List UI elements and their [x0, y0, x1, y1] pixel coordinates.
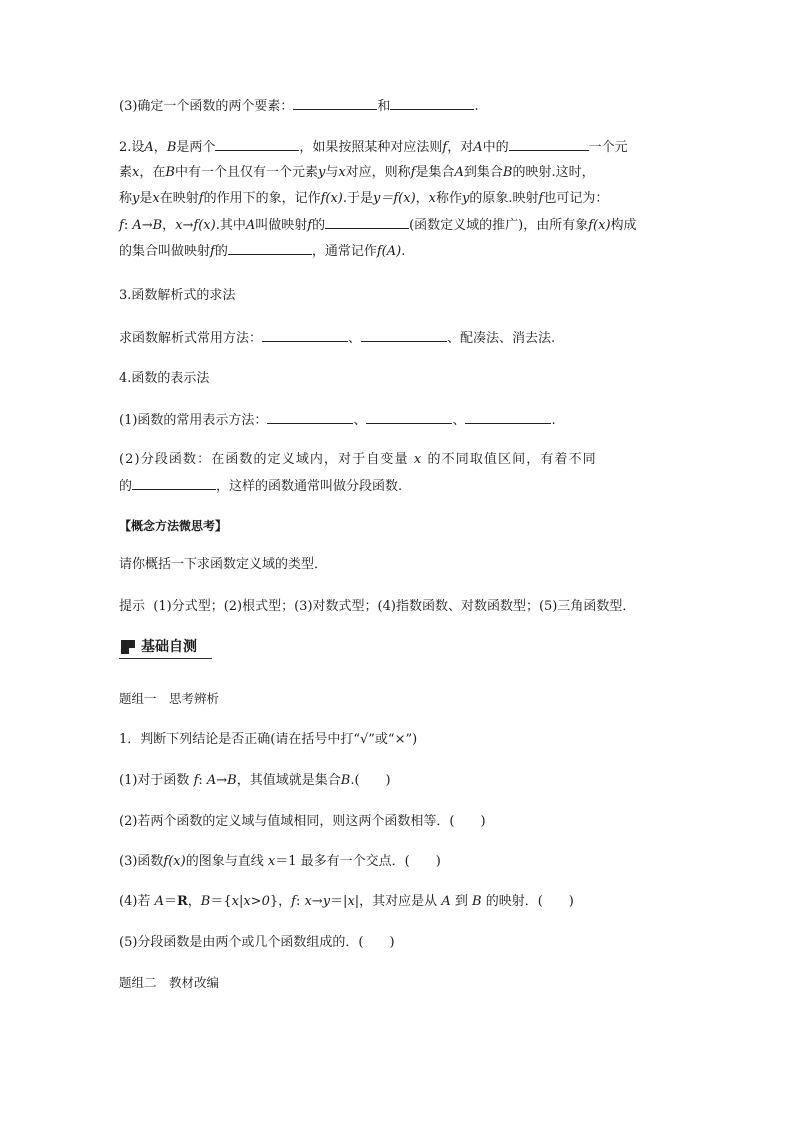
statement-3: (3)函数f(x)的图象与直线 x＝1 最多有一个交点．( ) — [119, 854, 441, 869]
concept-thinking-title: 【概念方法微思考】 — [119, 519, 228, 533]
section-title-representation: 4.函数的表示法 — [119, 371, 210, 386]
piecewise-definition-line-2: 的 ，这样的函数通常叫做分段函数. — [119, 479, 403, 494]
fill-blank[interactable] — [215, 138, 299, 151]
fill-blank[interactable] — [132, 477, 216, 490]
hint-line: 提示 (1)分式型；(2)根式型；(3)对数式型；(4)指数函数、对数函数型；(5)三角函数型． — [119, 599, 636, 614]
analytic-methods-line: 求函数解析式常用方法： 、 、配凑法、消去法. — [119, 331, 556, 346]
fill-blank[interactable] — [361, 329, 447, 342]
fill-blank[interactable] — [366, 411, 452, 424]
mapping-definition-line-4: f: A→B，x→f(x).其中A叫做映射f的 (函数定义域的推广)，由所有象f(x)构成 — [119, 218, 637, 233]
fill-blank[interactable] — [465, 411, 551, 424]
heading-label: 基础自测 — [141, 639, 197, 655]
heading-underline — [119, 658, 212, 659]
fill-blank[interactable] — [267, 411, 353, 424]
heading-square-icon — [121, 640, 135, 654]
statement-5: (5)分段函数是由两个或几个函数组成的．( ) — [119, 935, 395, 950]
statement-2: (2)若两个函数的定义域与值域相同，则这两个函数相等．( ) — [119, 814, 486, 829]
mapping-definition-line-2: 素x，在B中有一个且仅有一个元素y与x对应，则称f是集合A到集合B的映射.这时， — [119, 165, 595, 180]
group-one-title: 题组一 思考辨析 — [119, 691, 220, 706]
representation-methods-line: (1)函数的常用表示方法： 、 、 . — [119, 413, 556, 428]
piecewise-definition-line-1: (2)分段函数：在函数的定义域内，对于自变量 x 的不同取值区间，有着不同 — [119, 452, 597, 467]
statement-1: (1)对于函数 f: A→B，其值域就是集合B.( ) — [119, 773, 391, 788]
fill-blank[interactable] — [509, 138, 589, 151]
mapping-definition-line-5: 的集合叫做映射f的 ，通常记作f(A). — [119, 244, 406, 259]
mapping-definition-line-3: 称y是x在映射f的作用下的象，记作f(x).于是y＝f(x)，x称作y的原象.映射f也可记为： — [119, 191, 609, 206]
question-prompt: 请你概括一下求函数定义域的类型． — [119, 557, 328, 572]
question-1-stem: 1．判断下列结论是否正确(请在括号中打“√”或“×”) — [119, 732, 418, 747]
statement-4: (4)若 A＝R，B＝{x|x>0}，f: x→y＝|x|，其对应是从 A 到 B 的映射．( ) — [119, 894, 574, 909]
hint-label: 提示 — [119, 599, 146, 614]
fill-blank[interactable] — [262, 329, 348, 342]
element-requirements-line: (3)确定一个函数的两个要素： 和 . — [119, 99, 479, 114]
fill-blank[interactable] — [325, 216, 409, 229]
text: (3)确定一个函数的两个要素： — [119, 99, 294, 114]
section-heading-basic-test — [119, 638, 212, 660]
mapping-definition-line-1: 2.设A，B是两个 ，如果按照某种对应法则f，对A中的 一个元 — [119, 140, 628, 155]
section-title-analytic: 3.函数解析式的求法 — [119, 288, 236, 303]
group-two-title: 题组二 教材改编 — [119, 975, 220, 990]
fill-blank[interactable] — [228, 242, 312, 255]
fill-blank[interactable] — [293, 97, 377, 110]
fill-blank[interactable] — [390, 97, 474, 110]
